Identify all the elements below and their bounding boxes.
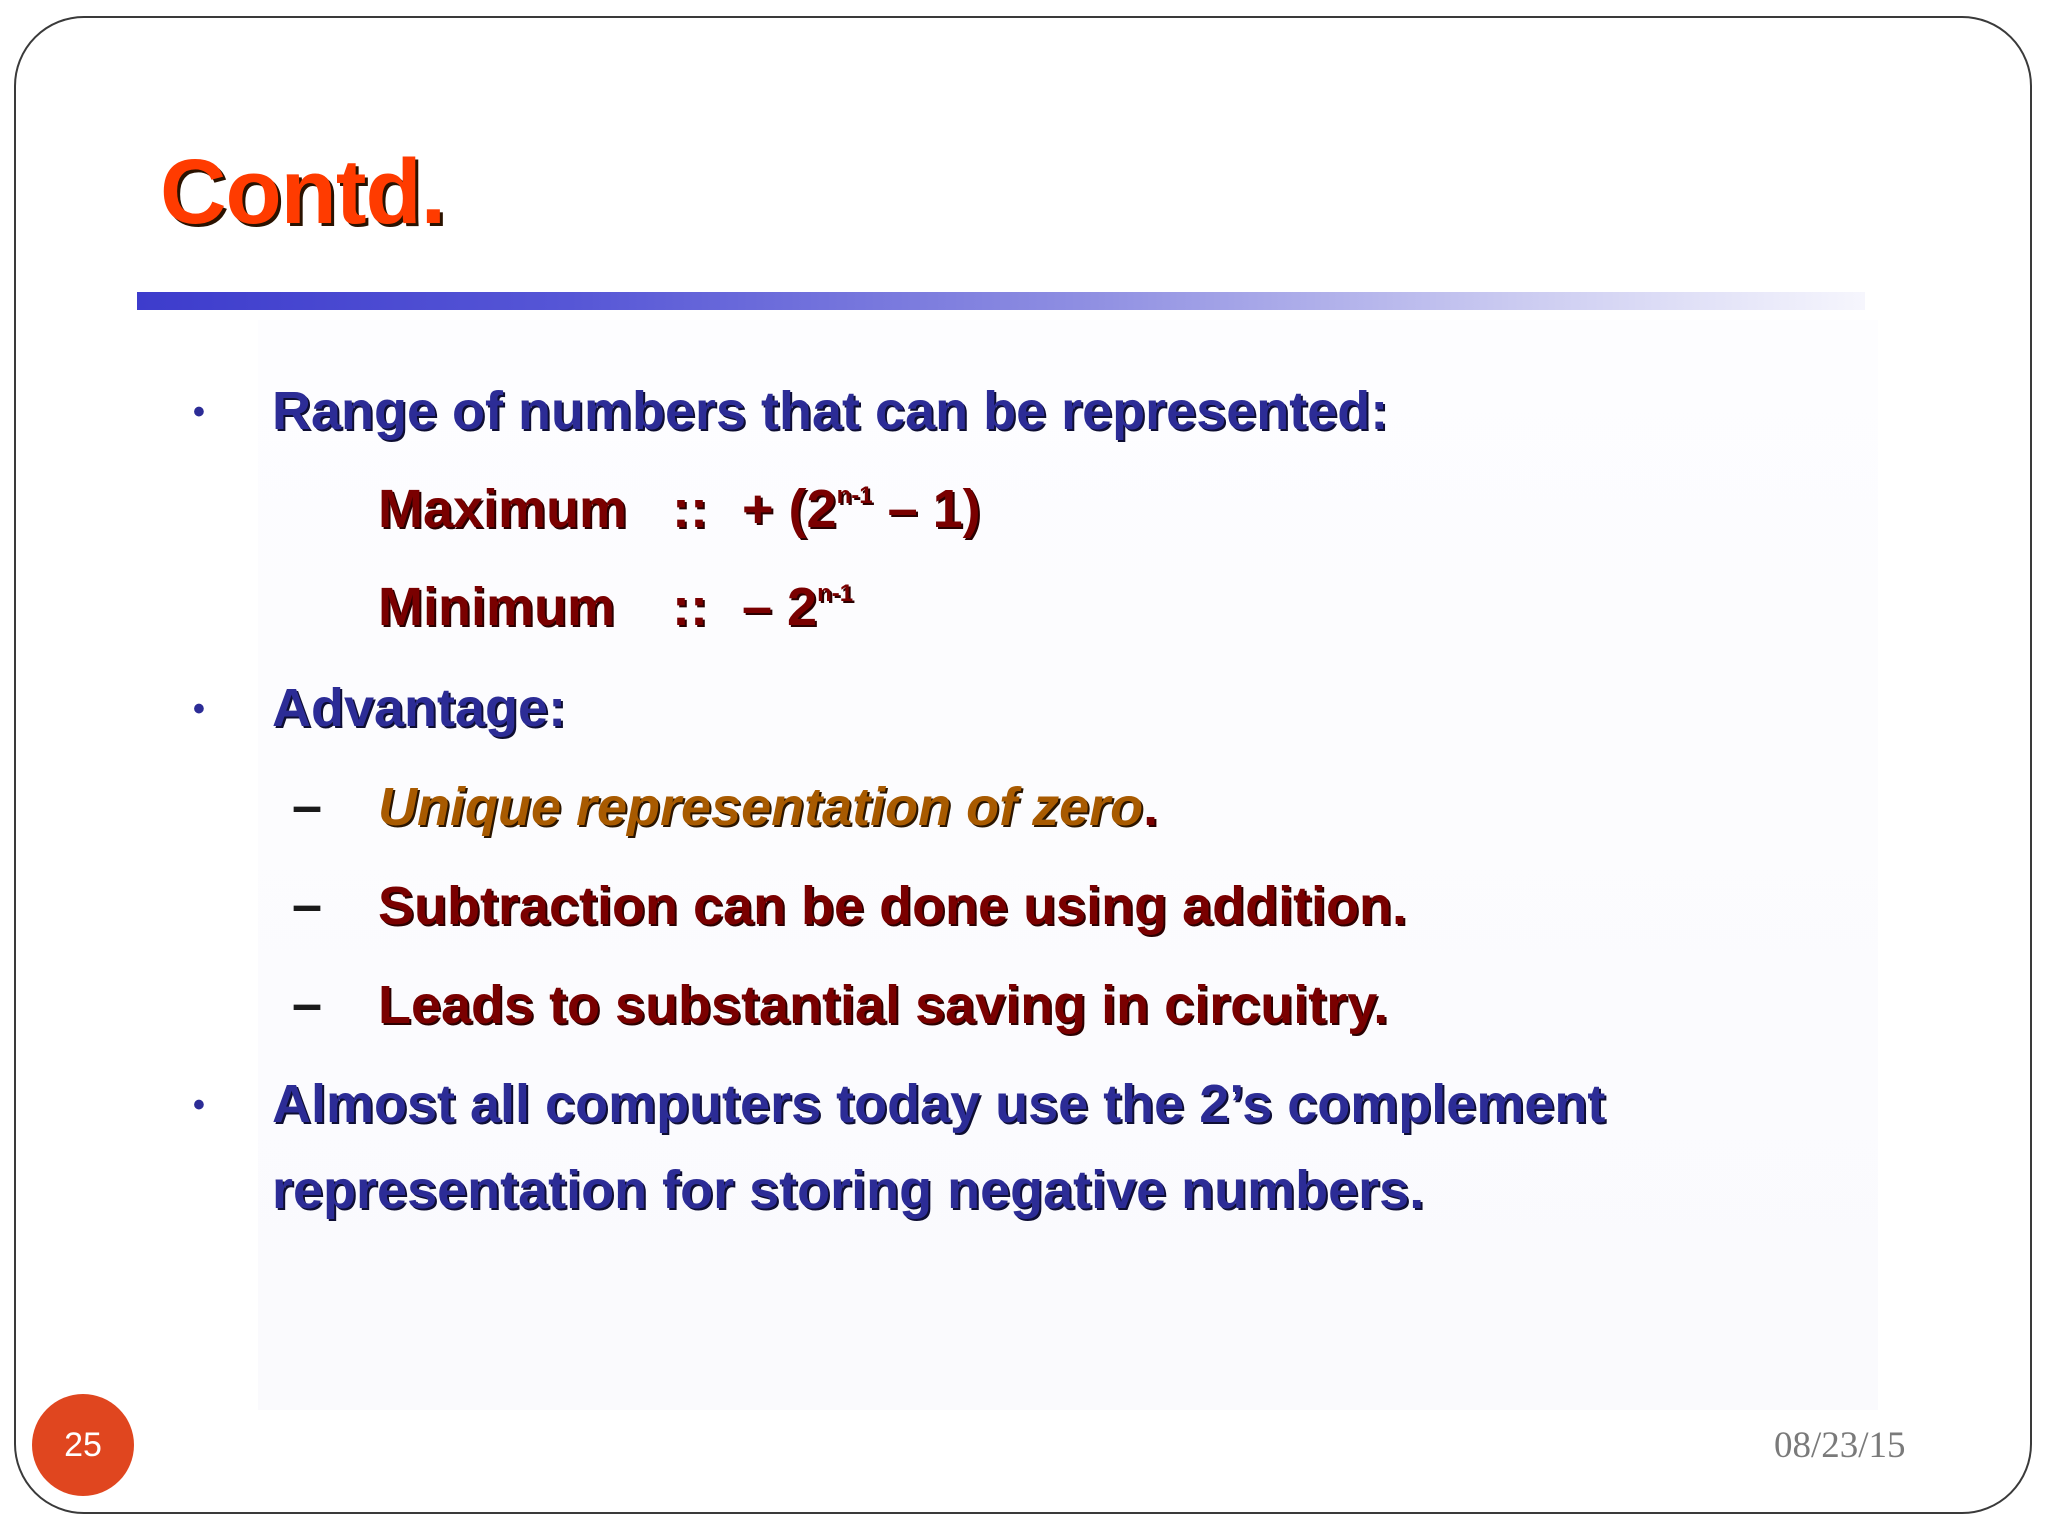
dash-icon: – (292, 776, 323, 836)
advantage-item (378, 776, 1158, 838)
range-max-value (742, 478, 981, 540)
bullet-advantage-text: Advantage: (272, 678, 567, 738)
range-min-value (742, 576, 853, 638)
range-max-exponent: n-1 (836, 482, 873, 509)
range-min-separator: :: (672, 577, 708, 637)
range-min-prefix: – 2 (742, 577, 818, 637)
advantage-item: Subtraction can be done using addition. (378, 876, 1408, 936)
slide-date: 08/23/15 (1774, 1425, 1906, 1466)
bullet-icon: • (193, 1086, 205, 1124)
bullet-icon: • (193, 690, 205, 728)
dash-icon: – (292, 875, 323, 935)
bullet-icon: • (193, 393, 205, 431)
bullet-computers-text-line1: Almost all computers today use the 2’s complement (272, 1074, 1606, 1134)
range-min-exponent: n-1 (817, 580, 854, 607)
advantage-item: Leads to substantial saving in circuitry. (378, 975, 1389, 1035)
bullet-computers-text-line2: representation for storing negative numbers. (272, 1160, 1425, 1220)
dash-icon: – (292, 974, 323, 1034)
advantage-item-italic-text: Unique representation of zero (378, 777, 1144, 837)
range-max-prefix: + (2 (742, 479, 837, 539)
page-number-badge: 25 (32, 1394, 134, 1496)
title-underline-rule (137, 292, 1865, 310)
advantage-item-period: . (1143, 777, 1159, 837)
range-min-label: Minimum (378, 577, 615, 637)
range-max-suffix: – 1) (872, 479, 981, 539)
bullet-range-text: Range of numbers that can be represented: (272, 381, 1389, 441)
range-max-separator: :: (672, 479, 708, 539)
range-max-label: Maximum (378, 479, 628, 539)
slide-title: Contd. (160, 141, 446, 243)
